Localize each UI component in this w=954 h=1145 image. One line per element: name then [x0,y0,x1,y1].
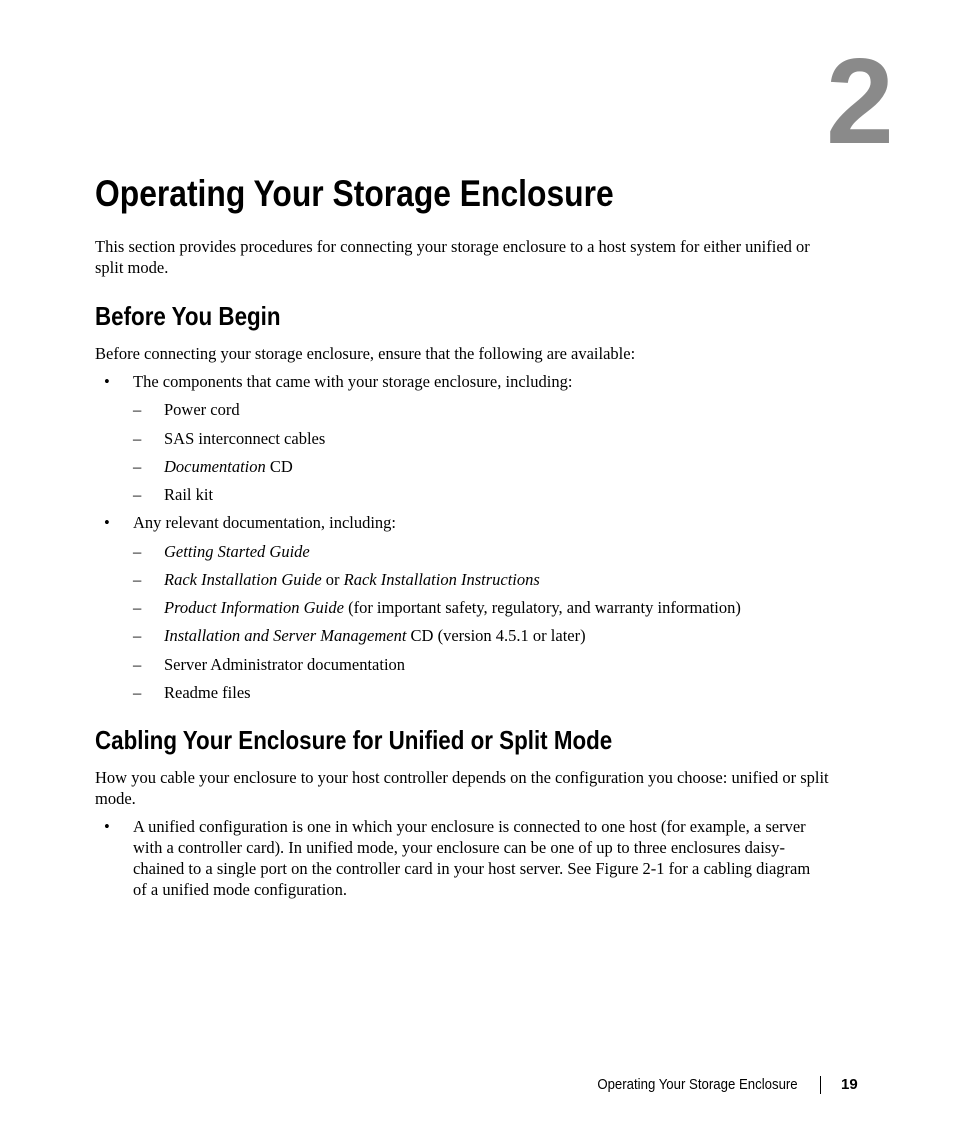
dash-mark: – [133,429,142,448]
cabling-intro: How you cable your enclosure to your host controller depends on the configuration you choose: unified or split mode. [95,768,829,808]
heading-cabling: Cabling Your Enclosure for Unified or Split Mode [95,725,613,755]
dash-mark: – [133,626,142,645]
list-item-text [164,597,741,618]
footer-label: Operating Your Storage Enclosure [597,1076,798,1093]
list-item-text [164,569,540,590]
dash-mark: – [133,655,142,674]
italic-title: Getting Started Guide [164,542,310,561]
page-number: 19 [841,1076,858,1093]
bullet-text: Any relevant documentation, including: [133,513,397,532]
before-intro: Before connecting your storage enclosure, ensure that the following are available: [95,344,636,363]
dash-mark: – [133,570,142,589]
list-item-text: Rail kit [164,485,214,504]
dash-mark: – [133,683,142,702]
italic-title: Documentation [164,457,266,476]
list-item-text [164,625,586,646]
bullet-mark: • [104,372,110,391]
italic-title: Rack Installation Instructions [343,570,540,589]
dash-mark: – [133,400,142,419]
list-item-text [164,541,310,562]
list-item-text: Power cord [164,400,240,419]
list-item-rest: (for important safety, regulatory, and warranty information) [343,598,741,617]
dash-mark: – [133,485,142,504]
dash-mark: – [133,457,142,476]
chapter-title: Operating Your Storage Enclosure [95,173,614,214]
heading-before-you-begin: Before You Begin [95,301,281,331]
italic-title: Product Information Guide [164,598,344,617]
list-item-rest: or [321,570,344,589]
italic-title: Installation and Server Management [164,626,407,645]
italic-title: Rack Installation Guide [164,570,322,589]
list-item-text [164,456,293,477]
dash-mark: – [133,598,142,617]
bullet-text: A unified configuration is one in which your enclosure is connected to one host (for example, a server with a controller card). In unified mode, your enclosure can be one of up to three enclosures daisy-chained to a single port on the controller card in your host server. See Figure 2-1 for a cabling diagram of a unified mode configuration. [133,817,811,899]
dash-mark: – [133,542,142,561]
list-item-text: Readme files [164,683,251,702]
footer-divider [820,1076,821,1094]
chapter-number: 2 [826,33,892,169]
list-item-text: Server Administrator documentation [164,655,406,674]
bullet-mark: • [104,513,110,532]
bullet-mark: • [104,817,110,836]
list-item-rest: CD (version 4.5.1 or later) [406,626,586,645]
chapter-intro: This section provides procedures for connecting your storage enclosure to a host system for either unified or split mode. [95,237,810,277]
list-item-text: SAS interconnect cables [164,429,326,448]
list-item-rest: CD [265,457,293,476]
bullet-text: The components that came with your storage enclosure, including: [133,372,573,391]
